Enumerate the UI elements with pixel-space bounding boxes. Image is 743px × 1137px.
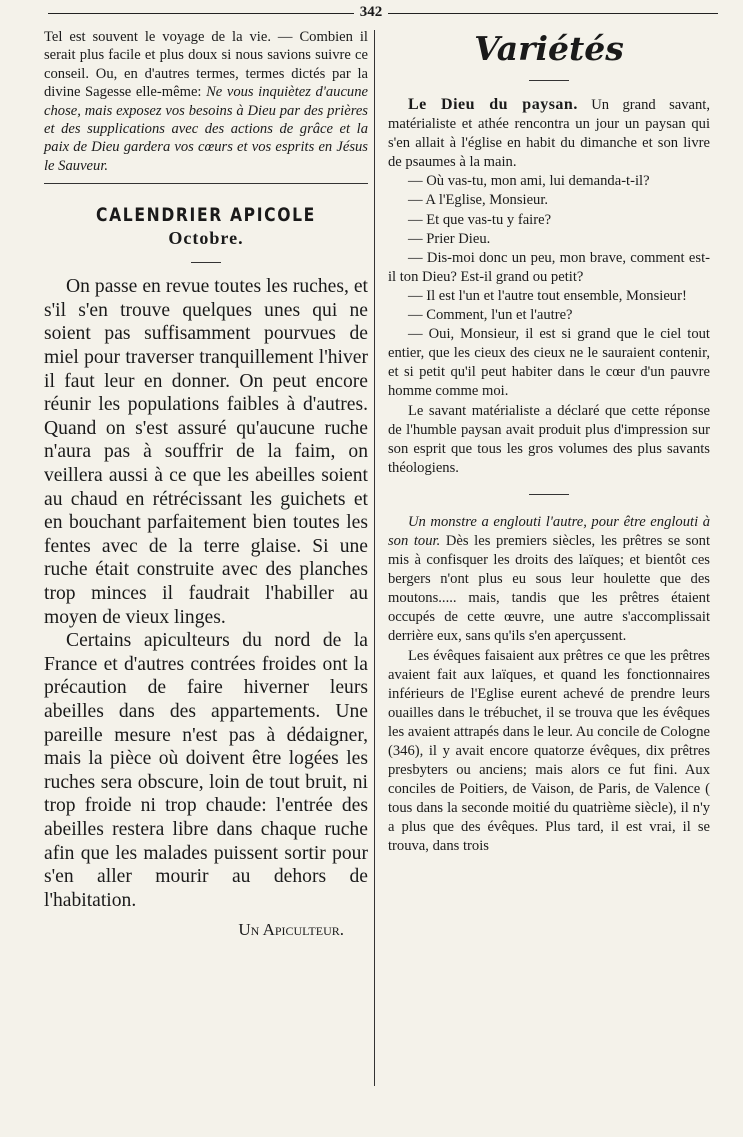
dialogue-line: — Où vas-tu, mon ami, lui demanda-t-il? (408, 173, 650, 190)
dialogue-line: — Prier Dieu. (408, 230, 491, 247)
story-2-text: Dès les premiers siècles, les prêtres se sont mis à confisquer les droits des laïques; et bientôt ces bergers n'ont plus eu sous leur houlette que des moutons..... mais, tandis que les prêtres étaient occupés de cette œuvre, une autre s'accomplissait derrière eux, sans qu'ils s'en aperçussent. (388, 532, 711, 645)
dialogue-line: — Dis-moi donc un peu, mon brave, comment est-il ton Dieu? Est-il grand ou petit? (388, 249, 710, 285)
title-dash (191, 262, 221, 263)
signature (44, 918, 368, 942)
paragraph-2: Certains apiculteurs du nord de la France et d'autres contrées froides ont la précaution de faire hiverner leurs abeilles dans des appartements. Une pareille mesure n'est pas à dédaigner, mais la pièce où doivent être logées les ruches sera obscure, loin de tout bruit, ni trop froide ni trop chaude: l'entrée des abeilles restera libre dans chaque ruche afin que les malades puissent sortir pour s'en aller mourir au dehors de l'habitation. (44, 630, 368, 911)
signature-text: Un Apiculteur. (238, 920, 344, 940)
right-column (388, 28, 710, 857)
page-number: 342 (359, 4, 383, 20)
section-title-varietes: Variétés (474, 29, 624, 68)
left-column (44, 28, 368, 942)
column-divider (374, 30, 375, 1086)
story-2-paragraph-1 (388, 513, 710, 647)
title-dash (529, 80, 569, 81)
header-rule-right (388, 13, 718, 14)
closing-paragraph (44, 28, 368, 175)
page-header (0, 3, 743, 21)
closing-text: Tel est souvent le voyage de la vie. — Combien il serait plus facile et plus doux si nous savions suivre ce conseil. Ou, en d'autres termes, termes dictés par la divine Sagesse elle-même: (44, 29, 368, 101)
story-1-intro-text: Un grand savant, matérialiste et athée rencontra un jour un paysan qui s'en allait à l'église en habit du dimanche et son livre de psaumes à la main. (388, 97, 710, 171)
dialogue-line: — A l'Eglise, Monsieur. (408, 192, 549, 209)
story-1-intro (388, 95, 710, 172)
dialogue-line: — Comment, l'un et l'autre? (408, 307, 573, 324)
story-1-conclusion: Le savant matérialiste a déclaré que cette réponse de l'humble paysan avait produit plus d'impression sur son esprit que tous les gros volumes des plus savants théologiens. (388, 402, 710, 476)
story-2-lead: Un monstre a englouti l'autre, pour être englouti à son tour. (388, 513, 710, 549)
dialogue-line: — Oui, Monsieur, il est si grand que le ciel tout entier, que les cieux des cieux ne le sauraient contenir, et si petit qu'il peut habiter dans le cœur d'un pauvre homme comme moi. (388, 326, 710, 400)
dialogue-line: — Et que vas-tu y faire? (408, 211, 552, 228)
header-rule-left (48, 13, 354, 14)
dialogue-line: — Il est l'un et l'autre tout ensemble, Monsieur! (408, 287, 687, 304)
scripture-quote: Ne vous inquiètez d'aucune chose, mais exposez vos besoins à Dieu par des prières et des supplications avec des actions de grâce et la paix de Dieu gardera vos cœurs et vos esprits en Jésus le Sauveur. (44, 84, 369, 174)
section-title: CALENDRIER APICOLE (96, 204, 316, 227)
paragraph-1: On passe en revue toutes les ruches, et s'il s'en trouve quelques unes qui ne soient pas suffisamment pourvues de miel pour traverser tranquillement l'hiver il faut leur en donner. On peut encore réunir les populations faibles à d'autres. Quand on s'est assuré qu'aucune ruche n'aura pas à souffrir de la faim, on veillera aussi à ce que les abeilles soient au chaud en rétrécissant les guichets et en bouchant parfaitement bien toutes les fentes avec de la terre glaise. Si une ruche était construite avec des planches trop minces il faudrait l'habiller au moyen de vieux linges. (44, 276, 368, 628)
story-1-rubric: Le Dieu du paysan. (408, 96, 578, 113)
story-separator (529, 494, 569, 495)
story-2-paragraph-2: Les évêques faisaient aux prêtres ce que les prêtres avaient fait aux laïques, et quand les fonctionnaires inférieurs de l'Eglise eurent achevé de prendre leurs ouailles dans le trébuchet, il se trouva que les évêques les avaient attrapés dans le leur. Au concile de Cologne (346), il y avait encore quatorze évêques, dix prêtres presbyters ou anciens; mais alors ce fut fini. Aux conciles de Poitiers, de Vaison, de Paris, de Valence ( tous dans la seconde moitié du quatrième siècle), il n'y a plus que des évêques. Plus tard, il est vrai, il se trouva, dans trois (388, 647, 710, 855)
section-subtitle: Octobre. (168, 228, 244, 249)
section-rule (44, 183, 368, 184)
